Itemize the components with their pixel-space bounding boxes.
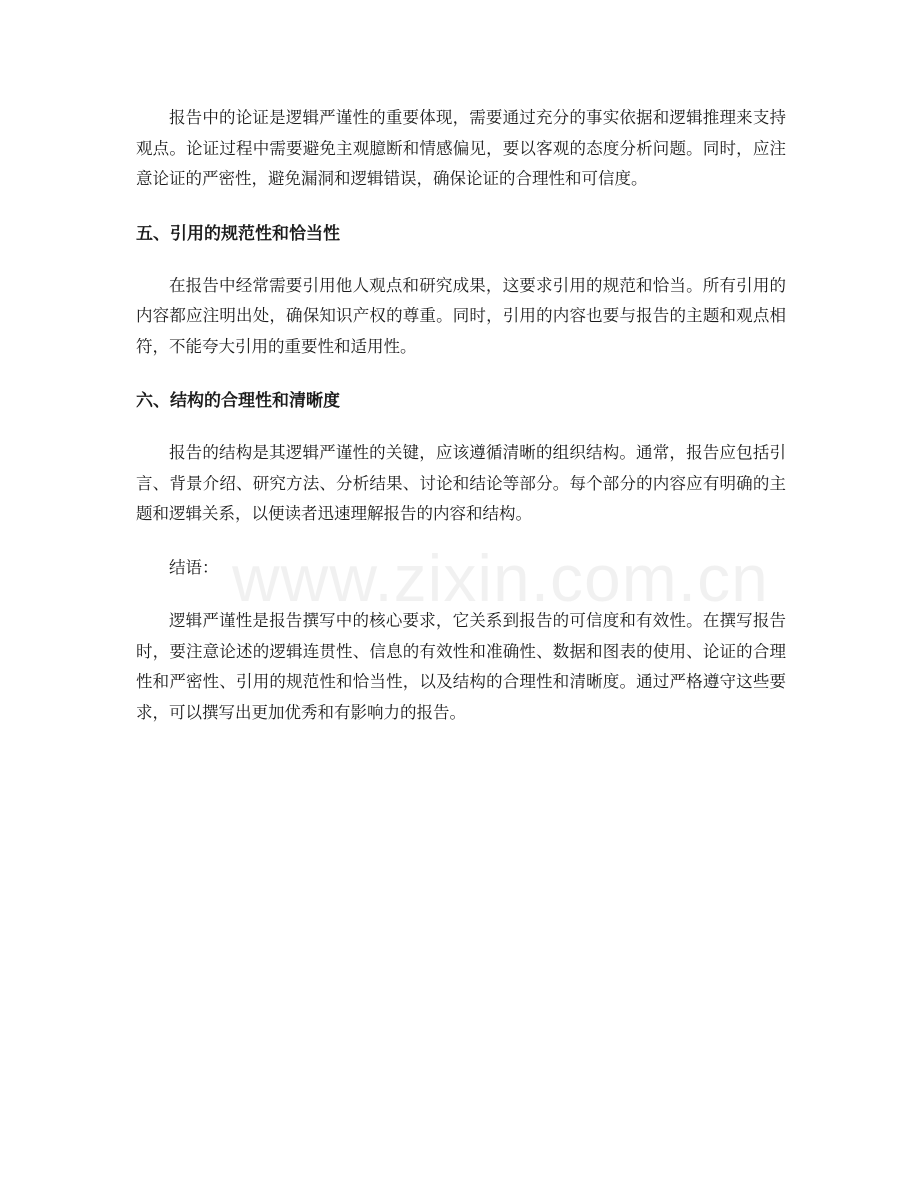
- paragraph-conclusion: 逻辑严谨性是报告撰写中的核心要求，它关系到报告的可信度和有效性。在撰写报告时，要注意论述的逻辑连贯性、信息的有效性和准确性、数据和图表的使用、论证的合理性和严密性、引用的规范性和恰当性，以及结构的合理性和清晰度。通过严格遵守这些要求，可以撰写出更加优秀和有影响力的报告。: [136, 611, 786, 722]
- conclusion-label: 结语：: [169, 557, 219, 577]
- watermark-text: www.zixin.com.cn: [232, 541, 769, 615]
- paragraph-argumentation: 报告中的论证是逻辑严谨性的重要体现，需要通过充分的事实依据和逻辑推理来支持观点。论证过程中需要避免主观臆断和情感偏见，要以客观的态度分析问题。同时，应注意论证的严密性，避免漏洞和逻辑错误，确保论证的合理性和可信度。: [136, 108, 786, 188]
- paragraph-structure: 报告的结构是其逻辑严谨性的关键，应该遵循清晰的组织结构。通常，报告应包括引言、背景介绍、研究方法、分析结果、讨论和结论等部分。每个部分的内容应有明确的主题和逻辑关系，以便读者迅速理解报告的内容和结构。: [136, 443, 786, 523]
- paragraph-citation: 在报告中经常需要引用他人观点和研究成果，这要求引用的规范和恰当。所有引用的内容都应注明出处，确保知识产权的尊重。同时，引用的内容也要与报告的主题和观点相符，不能夸大引用的重要性和适用性。: [136, 275, 786, 356]
- section-heading-citation: 五、引用的规范性和恰当性: [136, 223, 340, 244]
- document-body: [136, 103, 786, 728]
- section-heading-structure: 六、结构的合理性和清晰度: [136, 391, 340, 411]
